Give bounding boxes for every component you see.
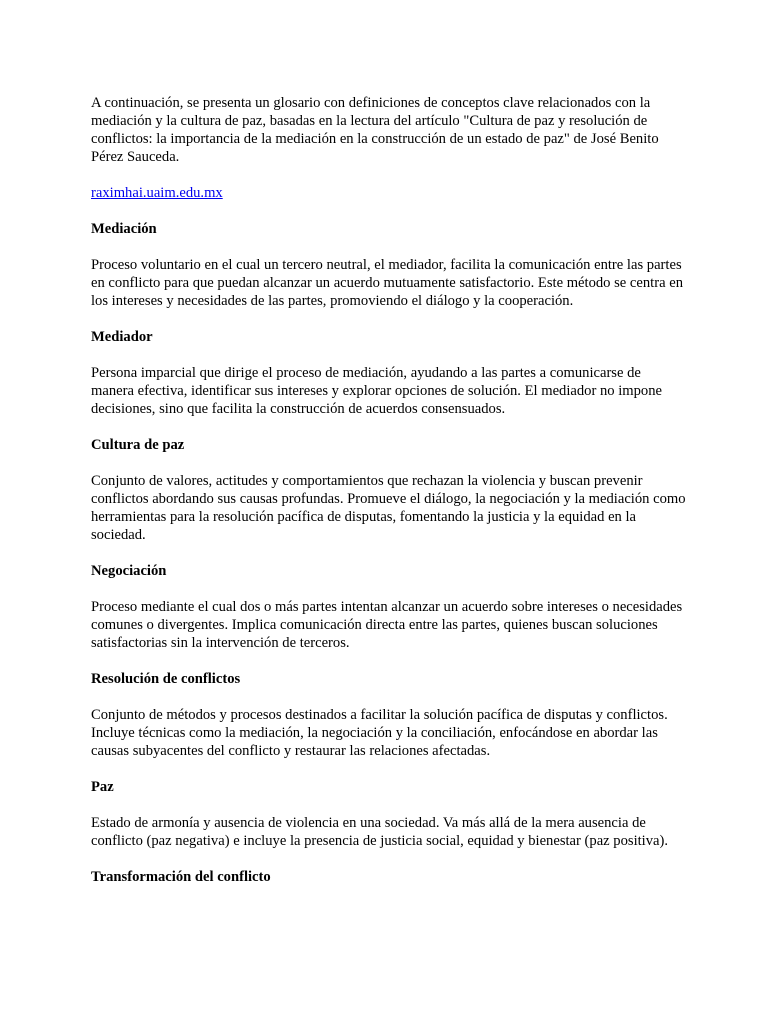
term-heading: Mediación: [91, 221, 157, 237]
term-heading: Negociación: [91, 563, 167, 579]
intro-paragraph: A continuación, se presenta un glosario con definiciones de conceptos clave relacionados con la mediación y la cultura de paz, basadas en la lectura del artículo "Cultura de paz y resolución de conflictos: la importancia de la mediación en la construcción de un estado de paz" de José Benito Pérez Sauceda.: [91, 95, 659, 165]
term-heading: Transformación del conflicto: [91, 869, 271, 885]
term-heading: Resolución de conflictos: [91, 671, 241, 687]
glossary-entry-cultura-de-paz: [91, 436, 687, 544]
glossary-entry-paz: [91, 778, 687, 850]
term-definition: Conjunto de valores, actitudes y comportamientos que rechazan la violencia y buscan prevenir conflictos abordando sus causas profundas. Promueve el diálogo, la negociación y la mediación como herramientas para la resolución pacífica de disputas, fomentando la justicia y la equidad en la sociedad.: [91, 473, 686, 543]
term-definition: Persona imparcial que dirige el proceso de mediación, ayudando a las partes a comunicarse de manera efectiva, identificar sus intereses y explorar opciones de solución. El mediador no impone decisiones, sino que facilita la construcción de acuerdos consensuados.: [91, 365, 662, 417]
glossary-entry-mediador: [91, 328, 687, 418]
term-definition: Proceso mediante el cual dos o más partes intentan alcanzar un acuerdo sobre intereses o necesidades comunes o divergentes. Implica comunicación directa entre las partes, quienes buscan soluciones satisfactorias sin la intervención de terceros.: [91, 599, 683, 651]
glossary-entry-transformacion-del-conflicto: [91, 868, 687, 886]
term-definition: Proceso voluntario en el cual un tercero neutral, el mediador, facilita la comunicación entre las partes en conflicto para que puedan alcanzar un acuerdo mutuamente satisfactorio. Este método se centra en los intereses y necesidades de las partes, promoviendo el diálogo y la cooperación.: [91, 257, 684, 309]
term-definition: Conjunto de métodos y procesos destinados a facilitar la solución pacífica de disputas y conflictos. Incluye técnicas como la mediación, la negociación y la conciliación, enfocándose en abordar las causas subyacentes del conflicto y restaurar las relaciones afectadas.: [91, 707, 668, 759]
document-page: [91, 94, 687, 904]
glossary-entry-mediacion: [91, 220, 687, 310]
glossary-entry-negociacion: [91, 562, 687, 652]
term-heading: Cultura de paz: [91, 437, 185, 453]
source-link-paragraph: [91, 184, 687, 202]
glossary-entry-resolucion-de-conflictos: [91, 670, 687, 760]
term-heading: Mediador: [91, 329, 153, 345]
source-link[interactable]: raximhai.uaim.edu.mx: [91, 185, 223, 201]
term-heading: Paz: [91, 779, 114, 795]
term-definition: Estado de armonía y ausencia de violencia en una sociedad. Va más allá de la mera ausencia de conflicto (paz negativa) e incluye la presencia de justicia social, equidad y bienestar (paz positiva).: [91, 815, 669, 849]
